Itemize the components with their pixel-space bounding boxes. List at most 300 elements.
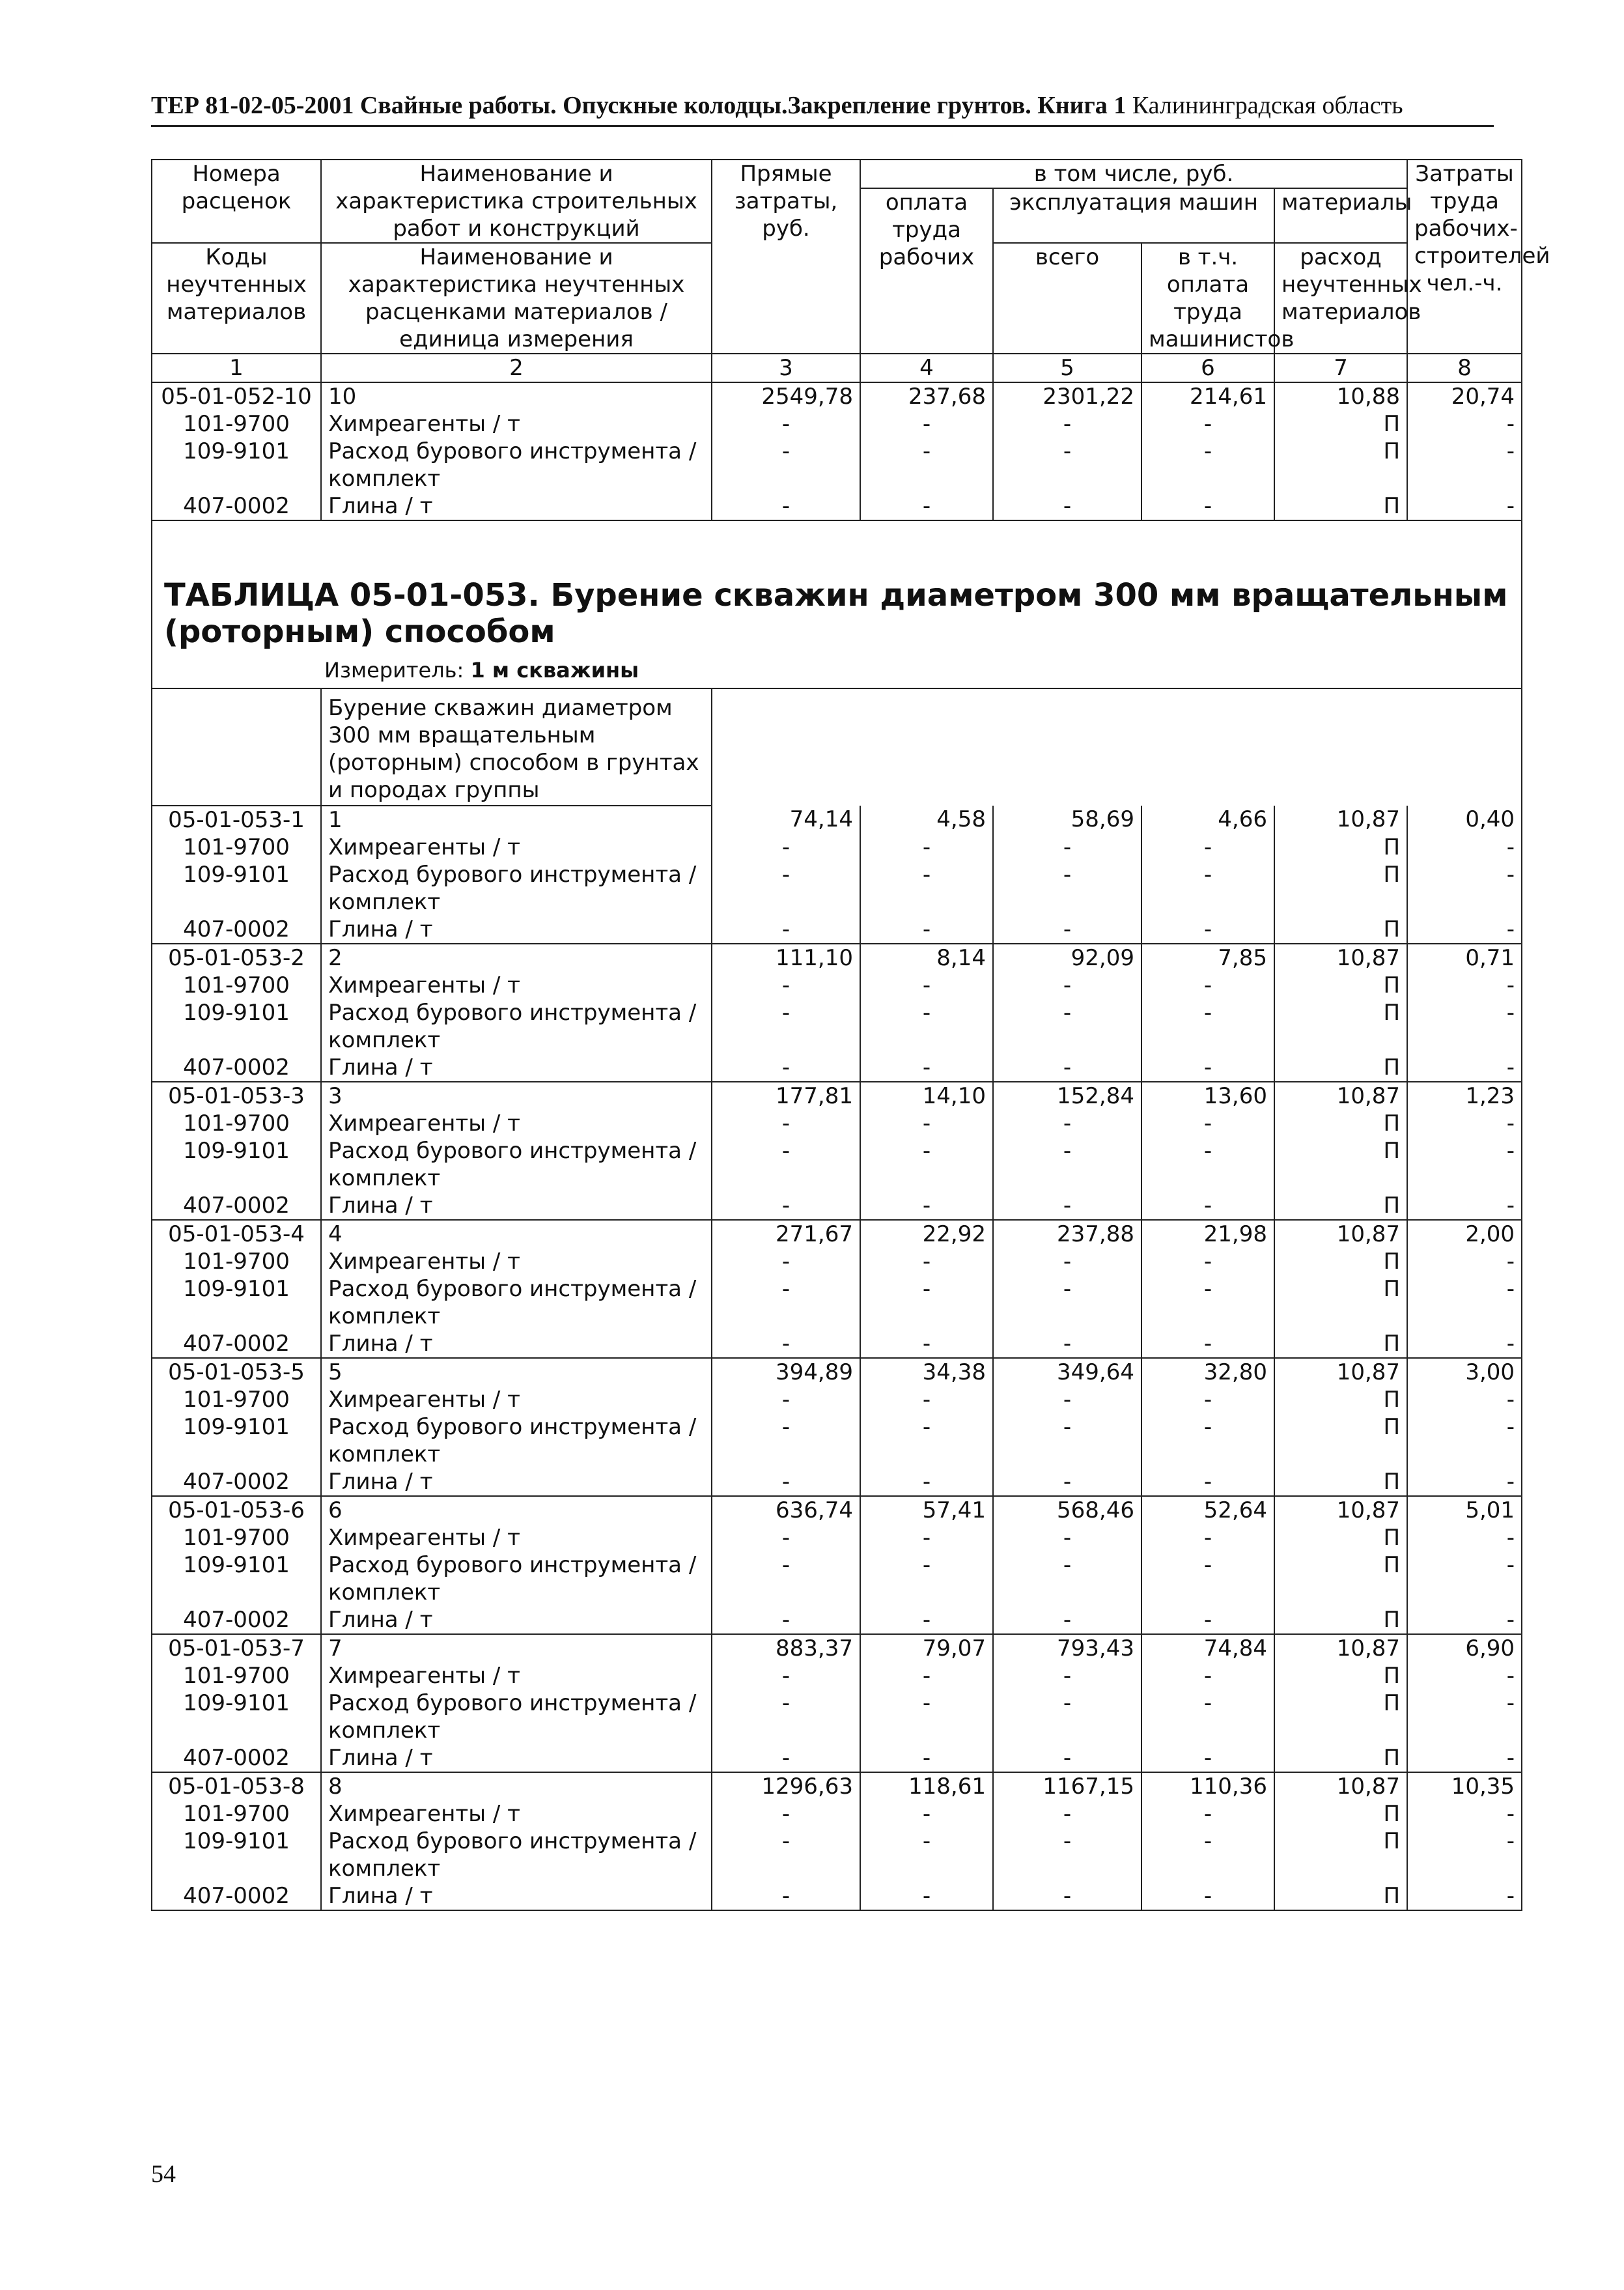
rate-code: 05-01-053-8 xyxy=(152,1772,321,1800)
material-unaccounted-mark: П xyxy=(1274,1413,1407,1468)
empty-value-dash: - xyxy=(993,1828,1141,1882)
empty-value-dash: - xyxy=(712,438,860,492)
empty-value-dash: - xyxy=(1141,410,1274,438)
material-code: 109-9101 xyxy=(152,861,321,916)
worker-wages-value: 34,38 xyxy=(860,1358,993,1386)
empty-value-dash: - xyxy=(860,1137,993,1192)
empty-value-dash: - xyxy=(1407,1744,1522,1772)
rate-code: 05-01-053-2 xyxy=(152,944,321,972)
material-unaccounted-mark: П xyxy=(1274,1192,1407,1220)
col-header-labor-costs: Затраты труда рабочих-строителей чел.-ч. xyxy=(1407,160,1522,354)
material-row xyxy=(152,1524,1522,1551)
empty-value-dash: - xyxy=(1141,1386,1274,1413)
material-unaccounted-mark: П xyxy=(1274,1744,1407,1772)
rate-code: 05-01-052-10 xyxy=(152,382,321,410)
material-code: 407-0002 xyxy=(152,1468,321,1496)
material-unaccounted-mark: П xyxy=(1274,999,1407,1054)
material-code: 109-9101 xyxy=(152,1828,321,1882)
empty-value-dash: - xyxy=(993,1468,1141,1496)
materials-value: 10,87 xyxy=(1274,1082,1407,1110)
empty-value-dash: - xyxy=(1407,1386,1522,1413)
table-row xyxy=(152,1772,1522,1800)
material-name: Расход бурового инструмента / комплект xyxy=(321,438,712,492)
empty-value-dash: - xyxy=(712,999,860,1054)
empty-value-dash: - xyxy=(860,1800,993,1828)
empty-value-dash: - xyxy=(860,1248,993,1275)
material-code: 109-9101 xyxy=(152,438,321,492)
material-row xyxy=(152,1662,1522,1689)
material-code: 101-9700 xyxy=(152,1524,321,1551)
direct-costs-value: 111,10 xyxy=(712,944,860,972)
empty-value-dash: - xyxy=(712,1192,860,1220)
direct-costs-value: 394,89 xyxy=(712,1358,860,1386)
column-number: 8 xyxy=(1407,354,1522,382)
empty-value-dash: - xyxy=(1141,1110,1274,1137)
material-row xyxy=(152,999,1522,1054)
material-name: Глина / т xyxy=(321,1606,712,1634)
table-row xyxy=(152,1496,1522,1524)
material-name: Расход бурового инструмента / комплект xyxy=(321,1828,712,1882)
machines-total-value: 237,88 xyxy=(993,1220,1141,1248)
empty-value-dash: - xyxy=(860,999,993,1054)
empty-value-dash: - xyxy=(712,1689,860,1744)
empty-value-dash: - xyxy=(993,916,1141,944)
material-row xyxy=(152,972,1522,999)
col-header-worker-wages: оплата труда рабочих xyxy=(860,188,993,354)
empty-value-dash: - xyxy=(1407,1054,1522,1082)
material-row xyxy=(152,1275,1522,1330)
material-row xyxy=(152,1386,1522,1413)
material-code: 101-9700 xyxy=(152,1662,321,1689)
labor-costs-value: 20,74 xyxy=(1407,382,1522,410)
direct-costs-value: 177,81 xyxy=(712,1082,860,1110)
work-group: 2 xyxy=(321,944,712,972)
material-code: 101-9700 xyxy=(152,1800,321,1828)
empty-value-dash: - xyxy=(860,1882,993,1910)
table-row xyxy=(152,1220,1522,1248)
operator-wages-value: 4,66 xyxy=(1141,806,1274,834)
empty-value-dash: - xyxy=(993,1800,1141,1828)
material-unaccounted-mark: П xyxy=(1274,410,1407,438)
operator-wages-value: 7,85 xyxy=(1141,944,1274,972)
material-code: 407-0002 xyxy=(152,1606,321,1634)
empty-value-dash: - xyxy=(1407,1606,1522,1634)
empty-value-dash: - xyxy=(993,1662,1141,1689)
direct-costs-value: 883,37 xyxy=(712,1634,860,1662)
measure-value: 1 м скважины xyxy=(470,658,639,683)
rates-table-container xyxy=(151,159,1550,1911)
empty-value-dash: - xyxy=(1141,492,1274,520)
empty-value-dash: - xyxy=(860,438,993,492)
empty-value-dash: - xyxy=(860,1386,993,1413)
empty-value-dash: - xyxy=(1407,1551,1522,1606)
empty-value-dash: - xyxy=(1141,1524,1274,1551)
material-row xyxy=(152,410,1522,438)
material-row xyxy=(152,1606,1522,1634)
col-header-material-names: Наименование и характеристика неучтенных расценками материалов / единица измерения xyxy=(321,243,712,354)
empty-value-dash: - xyxy=(993,861,1141,916)
empty-value-dash: - xyxy=(712,1662,860,1689)
empty-value-dash: - xyxy=(993,1413,1141,1468)
direct-costs-value: 74,14 xyxy=(712,806,860,834)
material-unaccounted-mark: П xyxy=(1274,1551,1407,1606)
material-row xyxy=(152,1192,1522,1220)
materials-value: 10,88 xyxy=(1274,382,1407,410)
empty-value-dash: - xyxy=(1141,1662,1274,1689)
materials-value: 10,87 xyxy=(1274,1496,1407,1524)
worker-wages-value: 8,14 xyxy=(860,944,993,972)
direct-costs-value: 636,74 xyxy=(712,1496,860,1524)
operator-wages-value: 21,98 xyxy=(1141,1220,1274,1248)
material-name: Расход бурового инструмента / комплект xyxy=(321,1275,712,1330)
column-number: 7 xyxy=(1274,354,1407,382)
empty-value-dash: - xyxy=(860,916,993,944)
materials-value: 10,87 xyxy=(1274,806,1407,834)
empty-value-dash: - xyxy=(712,1275,860,1330)
material-row xyxy=(152,1330,1522,1358)
empty-value-dash: - xyxy=(1141,916,1274,944)
header-region: Калининградская область xyxy=(1132,92,1403,119)
empty-value-dash: - xyxy=(993,1137,1141,1192)
labor-costs-value: 0,71 xyxy=(1407,944,1522,972)
empty-value-dash: - xyxy=(1407,1800,1522,1828)
subtitle-blank xyxy=(712,688,1522,806)
machines-total-value: 2301,22 xyxy=(993,382,1141,410)
material-unaccounted-mark: П xyxy=(1274,1468,1407,1496)
work-group: 4 xyxy=(321,1220,712,1248)
material-name: Расход бурового инструмента / комплект xyxy=(321,1137,712,1192)
table-title: ТАБЛИЦА 05-01-053. Бурение скважин диаметром 300 мм вращательным (роторным) способом xyxy=(152,520,1522,657)
material-row xyxy=(152,1110,1522,1137)
empty-value-dash: - xyxy=(1141,1828,1274,1882)
empty-value-dash: - xyxy=(993,1192,1141,1220)
material-code: 109-9101 xyxy=(152,1413,321,1468)
empty-value-dash: - xyxy=(1141,1248,1274,1275)
work-group: 5 xyxy=(321,1358,712,1386)
empty-value-dash: - xyxy=(993,1524,1141,1551)
empty-value-dash: - xyxy=(993,1689,1141,1744)
empty-value-dash: - xyxy=(1407,1524,1522,1551)
direct-costs-value: 1296,63 xyxy=(712,1772,860,1800)
materials-value: 10,87 xyxy=(1274,1772,1407,1800)
col-header-rate-numbers: Номера расценок xyxy=(152,160,321,243)
material-unaccounted-mark: П xyxy=(1274,1882,1407,1910)
empty-value-dash: - xyxy=(712,916,860,944)
column-number: 5 xyxy=(993,354,1141,382)
col-header-work-name: Наименование и характеристика строительных работ и конструкций xyxy=(321,160,712,243)
empty-value-dash: - xyxy=(993,1275,1141,1330)
material-name: Расход бурового инструмента / комплект xyxy=(321,1689,712,1744)
empty-value-dash: - xyxy=(1407,1468,1522,1496)
empty-value-dash: - xyxy=(993,1882,1141,1910)
empty-value-dash: - xyxy=(1141,1689,1274,1744)
labor-costs-value: 1,23 xyxy=(1407,1082,1522,1110)
material-unaccounted-mark: П xyxy=(1274,492,1407,520)
empty-value-dash: - xyxy=(712,1413,860,1468)
col-header-machines-total: всего xyxy=(993,243,1141,354)
rates-rows xyxy=(152,806,1522,1910)
operator-wages-value: 52,64 xyxy=(1141,1496,1274,1524)
column-number: 4 xyxy=(860,354,993,382)
empty-value-dash: - xyxy=(860,410,993,438)
material-unaccounted-mark: П xyxy=(1274,1110,1407,1137)
empty-value-dash: - xyxy=(860,1828,993,1882)
material-row xyxy=(152,438,1522,492)
empty-value-dash: - xyxy=(860,1110,993,1137)
material-code: 101-9700 xyxy=(152,972,321,999)
empty-value-dash: - xyxy=(712,972,860,999)
operator-wages-value: 32,80 xyxy=(1141,1358,1274,1386)
material-name: Химреагенты / т xyxy=(321,410,712,438)
material-name: Глина / т xyxy=(321,1882,712,1910)
machines-total-value: 92,09 xyxy=(993,944,1141,972)
material-code: 101-9700 xyxy=(152,834,321,861)
empty-value-dash: - xyxy=(1141,1744,1274,1772)
machines-total-value: 349,64 xyxy=(993,1358,1141,1386)
subtitle-spacer xyxy=(152,688,321,806)
material-row xyxy=(152,1248,1522,1275)
empty-value-dash: - xyxy=(993,1551,1141,1606)
material-row xyxy=(152,1744,1522,1772)
material-unaccounted-mark: П xyxy=(1274,972,1407,999)
material-name: Глина / т xyxy=(321,1054,712,1082)
header-title: ТЕР 81-02-05-2001 Свайные работы. Опускные колодцы.Закрепление грунтов. Книга 1 xyxy=(151,92,1127,119)
empty-value-dash: - xyxy=(993,410,1141,438)
empty-value-dash: - xyxy=(1407,1192,1522,1220)
table-row xyxy=(152,1082,1522,1110)
empty-value-dash: - xyxy=(1141,1330,1274,1358)
empty-value-dash: - xyxy=(712,410,860,438)
work-group: 7 xyxy=(321,1634,712,1662)
work-group: 6 xyxy=(321,1496,712,1524)
empty-value-dash: - xyxy=(993,1744,1141,1772)
material-row xyxy=(152,834,1522,861)
rate-code: 05-01-053-6 xyxy=(152,1496,321,1524)
material-name: Химреагенты / т xyxy=(321,834,712,861)
material-unaccounted-mark: П xyxy=(1274,1275,1407,1330)
empty-value-dash: - xyxy=(712,492,860,520)
empty-value-dash: - xyxy=(1141,1192,1274,1220)
empty-value-dash: - xyxy=(1407,1828,1522,1882)
empty-value-dash: - xyxy=(1407,1882,1522,1910)
table-row xyxy=(152,944,1522,972)
empty-value-dash: - xyxy=(1141,1275,1274,1330)
empty-value-dash: - xyxy=(860,1413,993,1468)
empty-value-dash: - xyxy=(712,1468,860,1496)
material-row xyxy=(152,1468,1522,1496)
empty-value-dash: - xyxy=(1407,1689,1522,1744)
empty-value-dash: - xyxy=(860,492,993,520)
empty-value-dash: - xyxy=(1407,1330,1522,1358)
worker-wages-value: 79,07 xyxy=(860,1634,993,1662)
empty-value-dash: - xyxy=(712,861,860,916)
work-group: 1 xyxy=(321,806,712,834)
material-name: Расход бурового инструмента / комплект xyxy=(321,999,712,1054)
empty-value-dash: - xyxy=(1407,438,1522,492)
empty-value-dash: - xyxy=(860,1524,993,1551)
material-name: Химреагенты / т xyxy=(321,1386,712,1413)
empty-value-dash: - xyxy=(712,1800,860,1828)
labor-costs-value: 0,40 xyxy=(1407,806,1522,834)
material-name: Глина / т xyxy=(321,1330,712,1358)
empty-value-dash: - xyxy=(993,1110,1141,1137)
material-code: 109-9101 xyxy=(152,1137,321,1192)
empty-value-dash: - xyxy=(993,1248,1141,1275)
material-unaccounted-mark: П xyxy=(1274,1689,1407,1744)
material-name: Расход бурового инструмента / комплект xyxy=(321,861,712,916)
worker-wages-value: 118,61 xyxy=(860,1772,993,1800)
machines-total-value: 568,46 xyxy=(993,1496,1141,1524)
material-name: Химреагенты / т xyxy=(321,972,712,999)
col-header-operator-wages: в т.ч. оплата труда машинистов xyxy=(1141,243,1274,354)
empty-value-dash: - xyxy=(860,861,993,916)
operator-wages-value: 74,84 xyxy=(1141,1634,1274,1662)
empty-value-dash: - xyxy=(993,1054,1141,1082)
material-unaccounted-mark: П xyxy=(1274,1386,1407,1413)
page-number: 54 xyxy=(151,2160,176,2188)
material-unaccounted-mark: П xyxy=(1274,1662,1407,1689)
machines-total-value: 152,84 xyxy=(993,1082,1141,1110)
col-header-in-total: в том числе, руб. xyxy=(860,160,1407,188)
material-name: Химреагенты / т xyxy=(321,1110,712,1137)
measure-unit xyxy=(152,657,1522,688)
material-unaccounted-mark: П xyxy=(1274,861,1407,916)
work-group: 10 xyxy=(321,382,712,410)
material-code: 101-9700 xyxy=(152,1386,321,1413)
rate-code: 05-01-053-5 xyxy=(152,1358,321,1386)
material-code: 407-0002 xyxy=(152,1330,321,1358)
page-header xyxy=(151,91,1494,127)
empty-value-dash: - xyxy=(1141,999,1274,1054)
rate-code: 05-01-053-3 xyxy=(152,1082,321,1110)
direct-costs-value: 271,67 xyxy=(712,1220,860,1248)
material-name: Глина / т xyxy=(321,1744,712,1772)
empty-value-dash: - xyxy=(1141,1054,1274,1082)
col-header-material-consumption: расход неучтенных материалов xyxy=(1274,243,1407,354)
work-group: 8 xyxy=(321,1772,712,1800)
empty-value-dash: - xyxy=(1141,1800,1274,1828)
materials-value: 10,87 xyxy=(1274,1358,1407,1386)
material-code: 407-0002 xyxy=(152,1882,321,1910)
empty-value-dash: - xyxy=(712,1110,860,1137)
empty-value-dash: - xyxy=(860,1744,993,1772)
labor-costs-value: 2,00 xyxy=(1407,1220,1522,1248)
empty-value-dash: - xyxy=(1407,834,1522,861)
empty-value-dash: - xyxy=(860,1054,993,1082)
work-group: 3 xyxy=(321,1082,712,1110)
rates-table xyxy=(151,159,1550,1911)
material-unaccounted-mark: П xyxy=(1274,1248,1407,1275)
empty-value-dash: - xyxy=(860,972,993,999)
column-number: 2 xyxy=(321,354,712,382)
empty-value-dash: - xyxy=(993,438,1141,492)
machines-total-value: 58,69 xyxy=(993,806,1141,834)
material-name: Глина / т xyxy=(321,1192,712,1220)
empty-value-dash: - xyxy=(1407,1137,1522,1192)
measure-label: Измеритель: xyxy=(324,658,464,683)
empty-value-dash: - xyxy=(1407,410,1522,438)
machines-total-value: 1167,15 xyxy=(993,1772,1141,1800)
material-unaccounted-mark: П xyxy=(1274,1800,1407,1828)
table-row xyxy=(152,1358,1522,1386)
labor-costs-value: 3,00 xyxy=(1407,1358,1522,1386)
material-unaccounted-mark: П xyxy=(1274,834,1407,861)
material-code: 101-9700 xyxy=(152,410,321,438)
material-code: 407-0002 xyxy=(152,1744,321,1772)
empty-value-dash: - xyxy=(1141,438,1274,492)
material-code: 109-9101 xyxy=(152,1275,321,1330)
material-row xyxy=(152,1054,1522,1082)
materials-value: 10,87 xyxy=(1274,1634,1407,1662)
operator-wages-value: 110,36 xyxy=(1141,1772,1274,1800)
column-number: 3 xyxy=(712,354,860,382)
empty-value-dash: - xyxy=(712,1551,860,1606)
material-row xyxy=(152,1828,1522,1882)
empty-value-dash: - xyxy=(993,492,1141,520)
empty-value-dash: - xyxy=(1141,1882,1274,1910)
empty-value-dash: - xyxy=(993,834,1141,861)
empty-value-dash: - xyxy=(1407,492,1522,520)
operator-wages-value: 13,60 xyxy=(1141,1082,1274,1110)
empty-value-dash: - xyxy=(993,972,1141,999)
empty-value-dash: - xyxy=(712,1606,860,1634)
direct-costs-value: 2549,78 xyxy=(712,382,860,410)
empty-value-dash: - xyxy=(712,1524,860,1551)
material-unaccounted-mark: П xyxy=(1274,1606,1407,1634)
material-row xyxy=(152,1800,1522,1828)
material-code: 407-0002 xyxy=(152,916,321,944)
column-number: 6 xyxy=(1141,354,1274,382)
empty-value-dash: - xyxy=(860,1468,993,1496)
rate-code: 05-01-053-1 xyxy=(152,806,321,834)
empty-value-dash: - xyxy=(1141,861,1274,916)
empty-value-dash: - xyxy=(1141,1413,1274,1468)
table-row xyxy=(152,1634,1522,1662)
col-header-materials: материалы xyxy=(1274,188,1407,243)
machines-total-value: 793,43 xyxy=(993,1634,1141,1662)
material-row xyxy=(152,1882,1522,1910)
empty-value-dash: - xyxy=(1141,972,1274,999)
material-name: Глина / т xyxy=(321,1468,712,1496)
material-unaccounted-mark: П xyxy=(1274,1330,1407,1358)
table-title-block xyxy=(152,520,1522,806)
empty-value-dash: - xyxy=(712,1828,860,1882)
previous-table-block xyxy=(152,382,1522,520)
worker-wages-value: 4,58 xyxy=(860,806,993,834)
material-name: Расход бурового инструмента / комплект xyxy=(321,1551,712,1606)
empty-value-dash: - xyxy=(1407,1275,1522,1330)
operator-wages-value: 214,61 xyxy=(1141,382,1274,410)
material-unaccounted-mark: П xyxy=(1274,1054,1407,1082)
column-number: 1 xyxy=(152,354,321,382)
empty-value-dash: - xyxy=(712,834,860,861)
empty-value-dash: - xyxy=(860,1662,993,1689)
material-unaccounted-mark: П xyxy=(1274,438,1407,492)
empty-value-dash: - xyxy=(1407,999,1522,1054)
empty-value-dash: - xyxy=(993,1606,1141,1634)
materials-value: 10,87 xyxy=(1274,944,1407,972)
table-row xyxy=(152,382,1522,410)
empty-value-dash: - xyxy=(860,1330,993,1358)
material-unaccounted-mark: П xyxy=(1274,1828,1407,1882)
empty-value-dash: - xyxy=(860,834,993,861)
col-header-direct-costs: Прямые затраты, руб. xyxy=(712,160,860,354)
material-row xyxy=(152,1551,1522,1606)
material-unaccounted-mark: П xyxy=(1274,1137,1407,1192)
material-name: Глина / т xyxy=(321,916,712,944)
material-code: 109-9101 xyxy=(152,1551,321,1606)
empty-value-dash: - xyxy=(1141,1606,1274,1634)
